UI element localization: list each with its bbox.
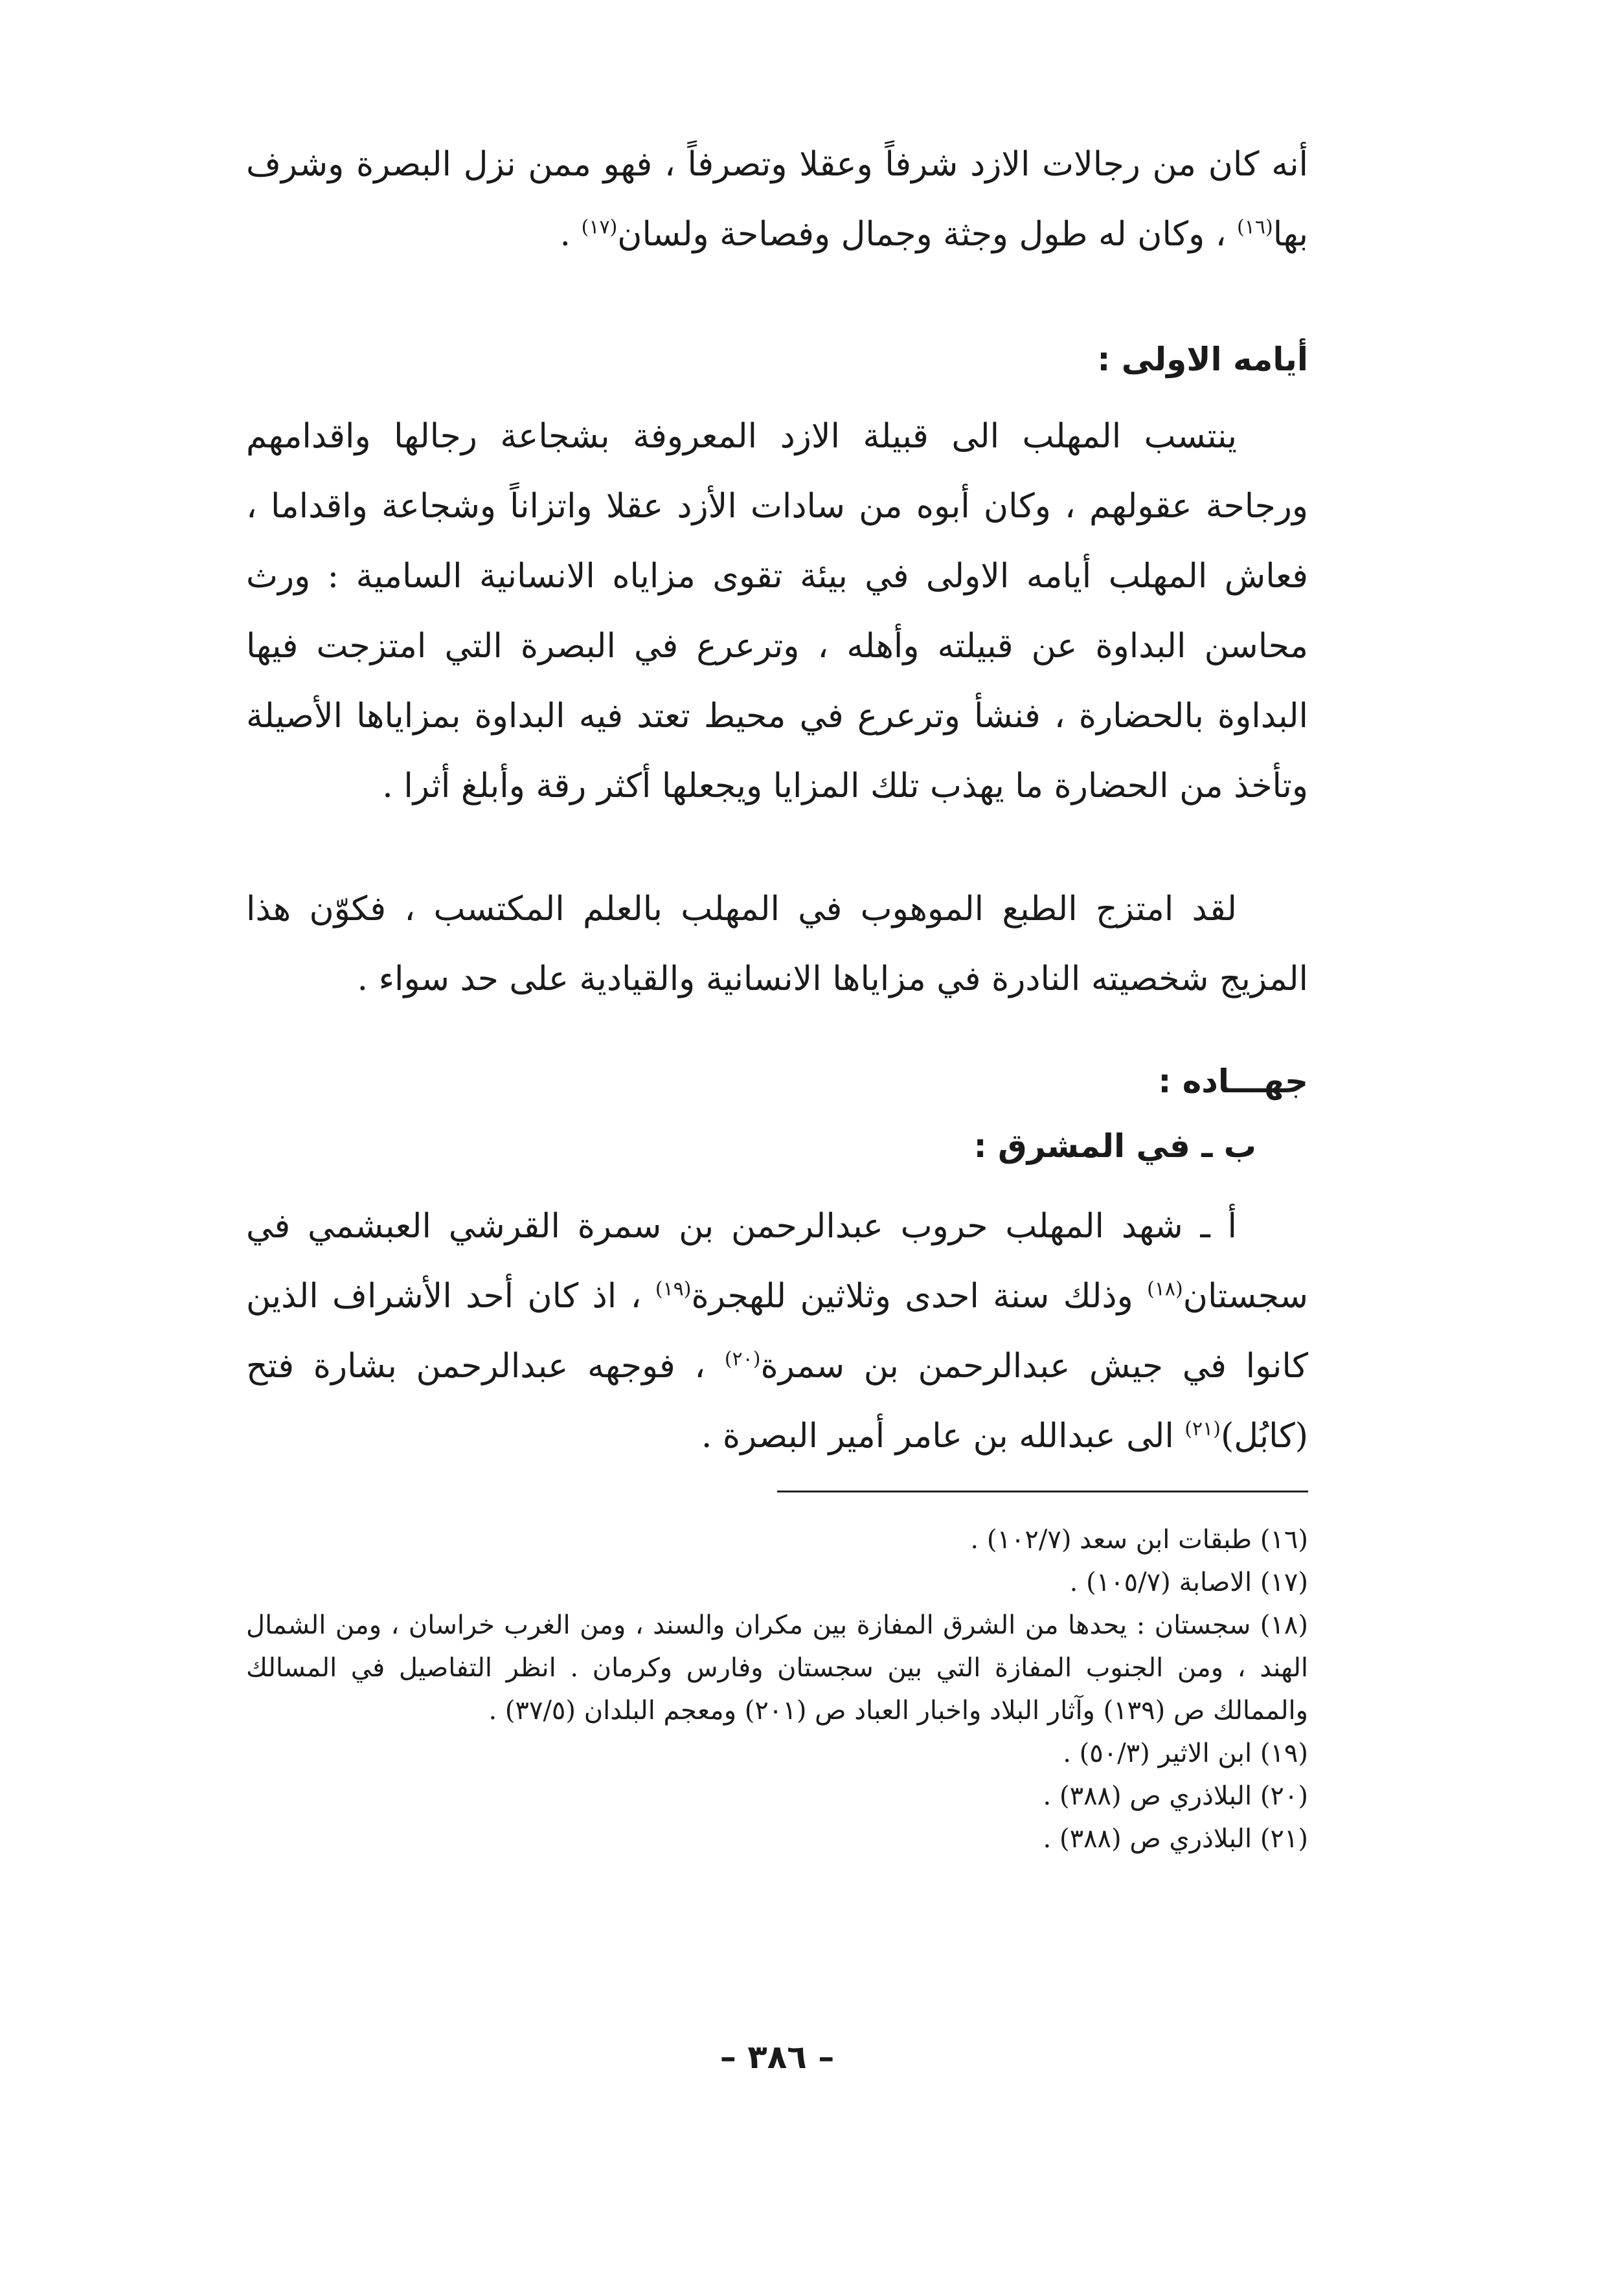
footnote-21: (٢١) البلاذري ص (٣٨٨) .: [1043, 1824, 1308, 1854]
paragraph-opening: [246, 129, 1308, 269]
subsection-heading-east: ب ـ في المشرق :: [973, 1127, 1256, 1165]
paragraph-east-text-1: أ ـ شهد المهلب حروب عبدالرحمن بن سمرة القرشي العبشمي في سجستان: [246, 1207, 1308, 1316]
paragraph-east-text-4: ، فوجهه عبدالرحمن بشارة فتح (كابُل): [246, 1347, 1308, 1456]
section-heading-early-days: أيامه الاولى :: [1097, 341, 1308, 378]
footnotes: [246, 1518, 1308, 1860]
footnote-ref-21: (٢١): [1184, 1417, 1221, 1441]
paragraph-east-text-5: الى عبدالله بن عامر أمير البصرة .: [701, 1417, 1185, 1456]
footnote-16: (١٦) طبقات ابن سعد (١٠٢/٧) .: [970, 1525, 1308, 1555]
paragraph-opening-text-3: .: [560, 215, 582, 254]
paragraph-east: [246, 1191, 1308, 1471]
footnote-20: (٢٠) البلاذري ص (٣٨٨) .: [1043, 1781, 1308, 1811]
section-heading-jihad: جهـــاده :: [1158, 1063, 1308, 1100]
footnote-18: (١٨) سجستان : يحدها من الشرق المفازة بين مكران والسند ، ومن الغرب خراسان ، ومن الشمال الهند ، ومن الجنوب المفازة التي بين سجستان وفارس وكرمان . انظر التفاصيل في المسالك والممالك ص (١٣٩) وآثار البلاد واخبار العباد ص (٢٠١) ومعجم البلدان (٣٧/٥) .: [246, 1610, 1308, 1726]
footnote-ref-16: (١٦): [1237, 216, 1273, 239]
paragraph-east-text-3: ، اذ كان أحد الأشراف الذين كانوا في جيش عبدالرحمن بن سمرة: [246, 1277, 1308, 1386]
paragraph-character: لقد امتزج الطبع الموهوب في المهلب بالعلم المكتسب ، فكوّن هذا المزيج شخصيته النادرة في مزاياها الانسانية والقيادية على حد سواء .: [246, 890, 1308, 998]
footnote-17: (١٧) الاصابة (١٠٥/٧) .: [1069, 1568, 1308, 1597]
paragraph-opening-text-1: أنه كان من رجالات الازد شرفاً وعقلا وتصرفاً ، فهو ممن نزل البصرة وشرف بها: [246, 145, 1308, 254]
page-number: – ٣٨٦ –: [719, 2038, 835, 2076]
footnote-19: (١٩) ابن الاثير (٥٠/٣) .: [1063, 1739, 1308, 1768]
paragraph-east-text-2: وذلك سنة احدى وثلاثين للهجرة: [691, 1277, 1148, 1316]
paragraph-early-days: ينتسب المهلب الى قبيلة الازد المعروفة بشجاعة رجالها واقدامهم ورجاحة عقولهم ، وكان أبوه من سادات الأزد عقلا واتزاناً وشجاعة واقداما ، فعاش المهلب أيامه الاولى في بيئة تقوى مزاياه الانسانية السامية : ورث محاسن البداوة عن قبيلته وأهله ، وترعرع في البصرة التي امتزجت فيها البداوة بالحضارة ، فنشأ وترعرع في محيط تعتد فيه البداوة بمزاياها الأصيلة وتأخذ من الحضارة ما يهذب تلك المزايا ويجعلها أكثر رقة وأبلغ أثرا .: [246, 417, 1308, 805]
footnote-ref-18: (١٨): [1147, 1277, 1183, 1301]
footnote-separator: [777, 1491, 1308, 1492]
footnote-ref-19: (١٩): [655, 1277, 692, 1301]
footnote-ref-17: (١٧): [581, 216, 618, 239]
footnote-ref-20: (٢٠): [724, 1347, 761, 1371]
paragraph-opening-text-2: ، وكان له طول وجثة وجمال وفصاحة ولسان: [617, 215, 1238, 254]
